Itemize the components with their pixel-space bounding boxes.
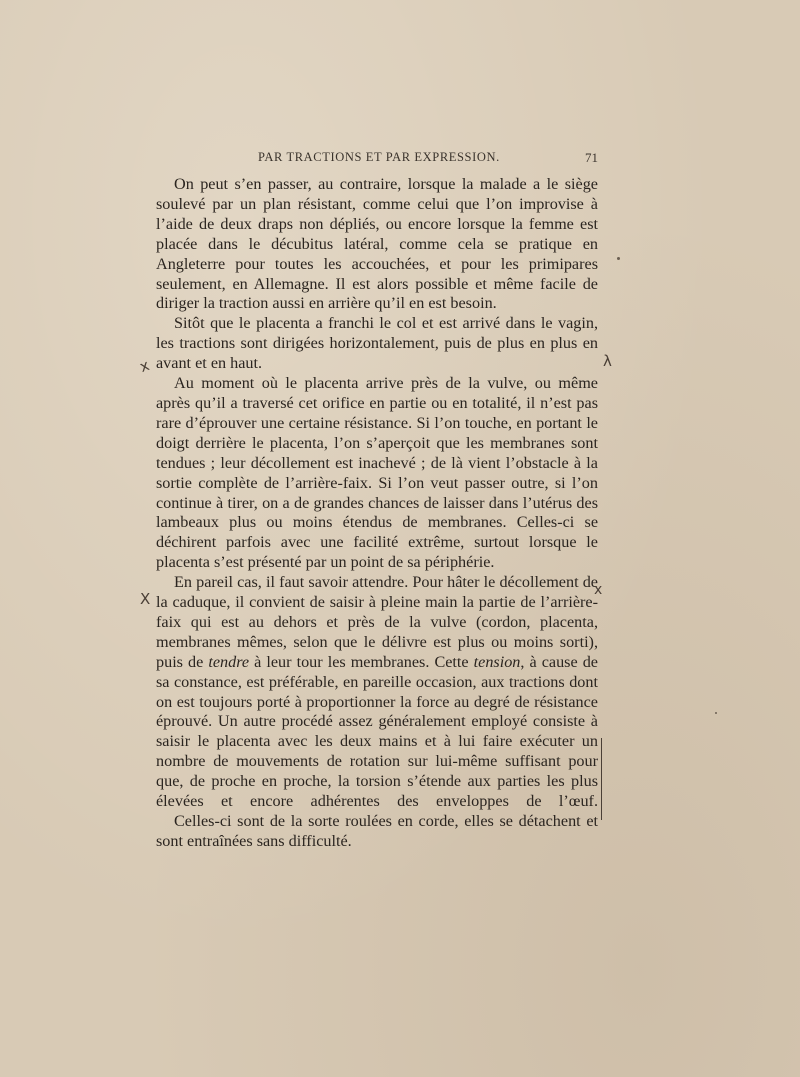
body-text	[156, 175, 598, 852]
margin-mark-left-1: x	[137, 356, 152, 376]
running-title: PAR TRACTIONS ET PAR EXPRESSION.	[258, 150, 500, 164]
paper-speck	[715, 712, 717, 714]
paragraph-3: Au moment où le placenta arrive près de la vulve, ou même après qu’il a traversé cet orifice en partie ou en totalité, il n’est pas rare d’éprouver une certaine résistance. Si l’on touche, en portant le doigt derrière le placenta, l’on s’aperçoit que les membranes sont tendues ; leur décollement est inachevé ; de là vient l’obstacle à la sortie complète de l’arrière-faix. Si l’on veut passer outre, si l’on continue à tirer, on a de grandes chances de laisser dans l’utérus des lambeaux plus ou moins étendus de membranes. Celles-ci se déchirent parfois avec une facilité extrême, surtout lorsque le placenta s’est présenté par un point de sa périphérie.	[156, 374, 598, 572]
margin-mark-right-2: x	[594, 582, 603, 598]
paper-speck	[617, 257, 620, 260]
paragraph-5: Celles-ci sont de la sorte roulées en corde, elles se détachent et sont entraînées sans difficulté.	[156, 812, 598, 850]
margin-mark-right-1: λ	[603, 352, 612, 370]
paragraph-4: En pareil cas, il faut savoir attendre. Pour hâter le décollement de la caduque, il convient de saisir à pleine main la partie de l’arrière-faix qui est au dehors et près de la vulve (cordon, placenta, membranes mêmes, selon que le délivre est plus ou moins sorti), puis de tendre à leur tour les membranes. Cette tension, à cause de sa constance, est préférable, en pareille occasion, aux tractions dont on est toujours porté à proportionner la force au degré de résistance éprouvé. Un autre procédé assez généralement employé consiste à saisir le placenta avec les deux mains et à lui faire exécuter un nombre de mouvements de rotation sur lui-même suffisant pour que, de proche en proche, la torsion s’étende aux parties les plus élevées et encore adhérentes des enveloppes de l’œuf.	[156, 573, 598, 811]
page-number: 71	[585, 150, 598, 165]
running-head	[156, 150, 598, 168]
emphasis-tendre: tendre	[208, 652, 250, 671]
margin-bracket	[596, 738, 602, 820]
paragraph-2: Sitôt que le placenta a franchi le col et est arrivé dans le vagin, les tractions sont dirigées horizontalement, puis de plus en plus en avant et en haut.	[156, 314, 598, 373]
paragraph-1: On peut s’en passer, au contraire, lorsque la malade a le siège soulevé par un plan résistant, comme celui que l’on improvise à l’aide de deux draps non dépliés, ou encore lorsque la femme est placée dans le décubitus latéral, comme cela se pratique en Angleterre pour toutes les accouchées, et pour les primipares seulement, en Allemagne. Il est alors possible et même facile de diriger la traction aussi en arrière qu’il en est besoin.	[156, 175, 598, 313]
margin-mark-left-2: X	[140, 590, 151, 608]
emphasis-tension: tension	[473, 652, 521, 671]
